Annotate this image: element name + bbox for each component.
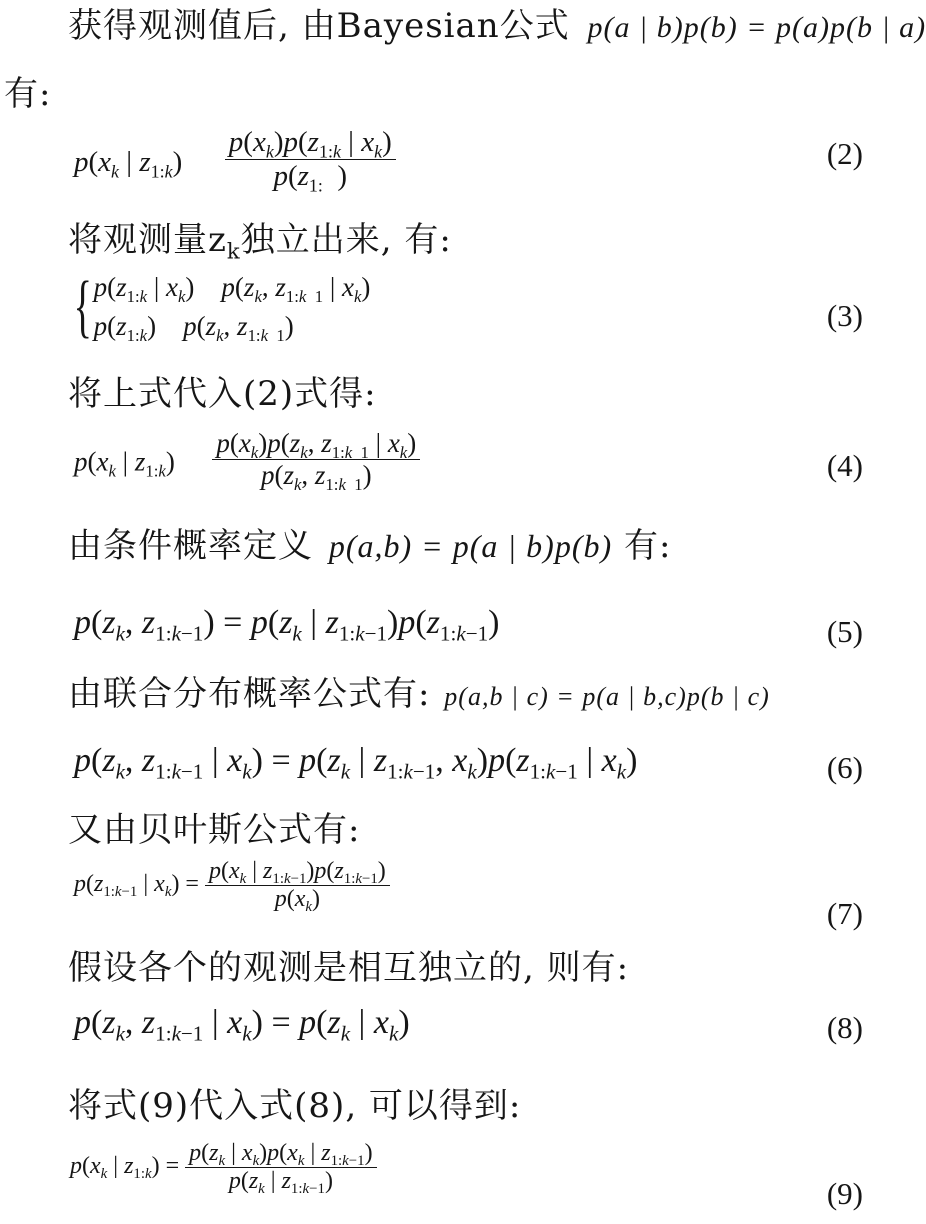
equation-number-6: (6) <box>826 750 863 785</box>
equation-3: { $p(z_{1:k}$ | $x_k$) $p(z_k$, $z_{1:k 1}$ | $x_k$) $p(z_{1:k})$ $p(z_k$, $z_{1:k 1}$) <box>73 268 371 345</box>
equation-9: $p(x_k$ | $z_{1:k}$) = $\frac{p(z_k | x_k)p(x_k | z_{1:k-1})}{p(z_k | z_{1:k-1})}$ <box>70 1140 377 1195</box>
bayes-formula-inline: p(a | b)p(b) = p(a)p(b | a) <box>587 11 926 44</box>
equation-4: $p(x_k$ | $z_{1:k}$) $\frac{p(x_k)p(z_k, z_{1:k 1} | x_k)}{p(z_k, z_{1:k 1})}$ <box>74 438 420 491</box>
equation-8-row <box>0 1004 873 1060</box>
equation-6-row <box>0 742 873 798</box>
text-line2: 将观测量z <box>68 220 227 260</box>
equation-number-5: (5) <box>826 614 863 649</box>
paragraph-line-7: 假设各个的观测是相互独立的, 则有: <box>68 948 630 988</box>
paragraph-line-2 <box>68 220 452 264</box>
text-line2-tail: 独立出来, 有: <box>240 220 452 260</box>
equation-number-9: (9) <box>826 1176 863 1211</box>
equation-number-8: (8) <box>826 1010 863 1045</box>
equation-number-7: (7) <box>826 896 863 931</box>
text-line4-tail: 有: <box>623 526 672 566</box>
paragraph-line-4 <box>68 526 671 566</box>
equation-5-row <box>0 604 873 660</box>
equation-2: $p(x_k$ | $z_{1:k}$) $\frac{p(x_k)p(z_{1:k} | x_k)}{p(z_{1:} )}$ <box>74 136 396 193</box>
equation-number-4: (4) <box>826 448 863 483</box>
equation-7-row <box>0 856 873 940</box>
paragraph-line-6: 又由贝叶斯公式有: <box>68 810 361 850</box>
paragraph-line-1 <box>68 6 926 48</box>
equation-5: $p(z_k$, $z_{1:k-1}) = p(z_k$ | $z_{1:k-1})p(z_{1:k-1})$ <box>74 604 500 646</box>
equation-number-3: (3) <box>826 298 863 333</box>
equation-2-row <box>0 128 873 208</box>
paragraph-line-1-tail: 有: <box>4 74 52 114</box>
text-line5: 由联合分布概率公式有: <box>68 674 431 714</box>
equation-6: $p(z_k$, $z_{1:k-1}$ | $x_k) = p(z_k$ | $z_{1:k-1}$, $x_k)p(z_{1:k-1}$ | $x_k$) <box>74 742 638 784</box>
cond-formula-inline: p(a,b) = p(a | b)p(b) <box>328 528 613 564</box>
text-line2-sub: k <box>226 238 241 264</box>
paragraph-line-5 <box>68 674 770 717</box>
text-line4: 由条件概率定义 <box>68 526 313 566</box>
text-line1: 获得观测值后, 由Bayesian公式 <box>68 6 570 46</box>
equation-3-row <box>0 268 873 360</box>
paragraph-line-8: 将式(9)代入式(8), 可以得到: <box>68 1086 522 1126</box>
equation-8: $p(z_k$, $z_{1:k-1}$ | $x_k) = p(z_k$ | $x_k$) <box>74 1004 410 1046</box>
joint-formula-inline: p(a,b | c) = p(a | b,c)p(b | c) <box>444 682 770 711</box>
equation-4-row <box>0 428 873 514</box>
equation-number-2: (2) <box>826 136 863 171</box>
equation-7: $p(z_{1:k-1}$ | $x_k$) = $\frac{p(x_k | z_{1:k-1})p(z_{1:k-1})}{p(x_k)}$ <box>74 858 390 913</box>
equation-9-row <box>0 1138 873 1222</box>
paragraph-line-3: 将上式代入(2)式得: <box>68 374 377 414</box>
